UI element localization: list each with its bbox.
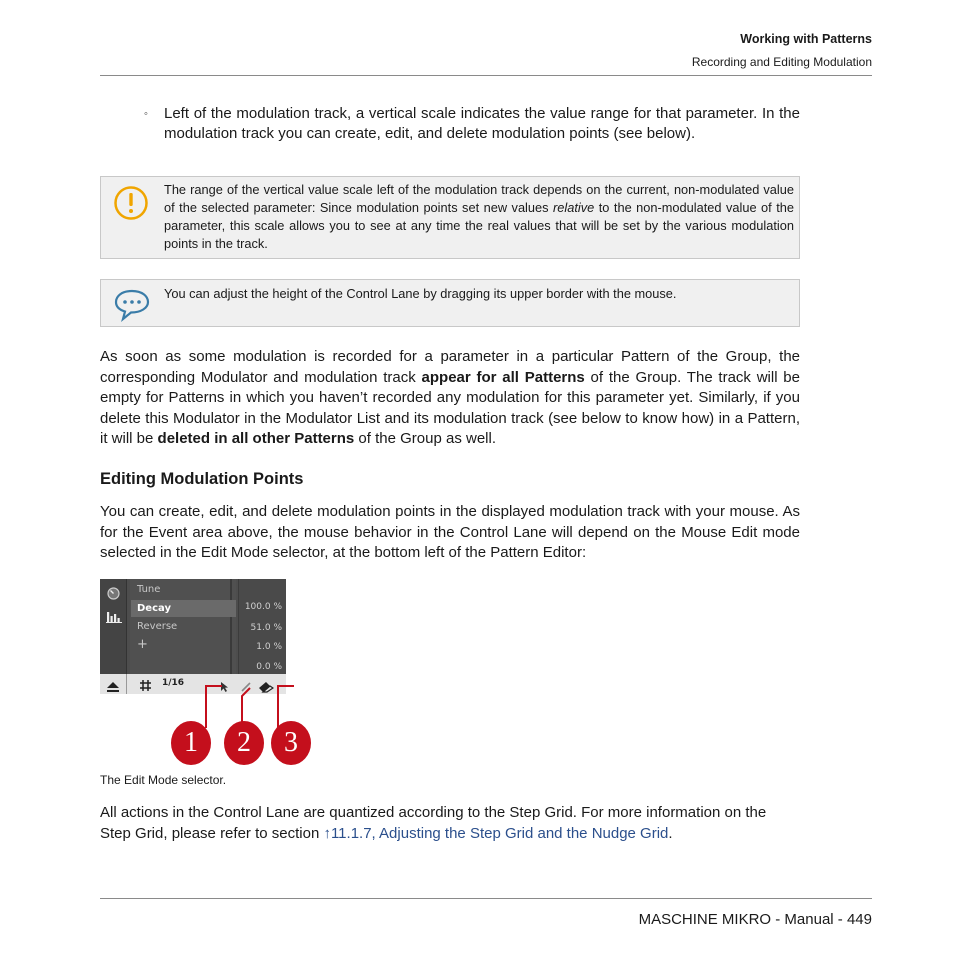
tip-note-text: You can adjust the height of the Control Lane by dragging its upper border with the mouse.	[164, 286, 677, 301]
scale-value: 0.0 %	[256, 662, 282, 672]
page-footer: MASCHINE MIKRO - Manual - 449	[638, 911, 872, 928]
bullet-text: Left of the modulation track, a vertical scale indicates the value range for that parameter. In the modulation track you can create, edit, and delete modulation points (see below).	[164, 105, 800, 142]
bullet-marker: ◦	[144, 108, 148, 120]
callout-badge-3: 3	[271, 721, 311, 765]
add-modulator-button[interactable]: +	[137, 637, 148, 652]
running-header-section: Recording and Editing Modulation	[691, 55, 872, 69]
callout-badge-1: 1	[171, 721, 211, 765]
step-grid-icon[interactable]	[139, 677, 152, 694]
footer-divider	[100, 898, 872, 899]
modulator-item-reverse[interactable]: Reverse	[137, 621, 178, 632]
modulation-bars-icon	[106, 609, 122, 628]
control-lane-knob-icon	[107, 585, 120, 604]
paragraph-editing-points: You can create, edit, and delete modulation points in the displayed modulation track with your mouse. As for the Event area above, the mouse behavior in the Control Lane will depend on the Mouse Edit mode selected in the Edit Mode selector, at the bottom left of the Pattern Editor:	[100, 503, 800, 561]
paragraph-step-grid: All actions in the Control Lane are quantized according to the Step Grid. For more information on the Step Grid, please refer to section ↑11.1.7, Adjusting the Step Grid and the Nudge Grid.	[100, 804, 767, 842]
control-lane-screenshot	[100, 579, 286, 694]
header-divider	[100, 75, 872, 76]
list-separator	[230, 579, 232, 674]
section-heading: Editing Modulation Points	[100, 470, 304, 488]
warning-note	[100, 176, 800, 259]
figure-caption: The Edit Mode selector.	[100, 773, 227, 787]
scale-value: 100.0 %	[244, 602, 282, 612]
cross-reference-link[interactable]: ↑11.1.7, Adjusting the Step Grid and the Nudge Grid	[323, 824, 669, 842]
modulator-item-tune[interactable]: Tune	[137, 584, 161, 595]
paragraph-modulation-patterns: As soon as some modulation is recorded for a parameter in a particular Pattern of the Group, the corresponding Modulator and modulation track appear for all Patterns of the Group. The track will be empty for Patterns in which you haven’t recorded any modulation for this parameter yet. Similarly, if you delete this Modulator in the Modulator List and its modulation track (see below to know how) in a Pattern, it will be deleted in all other Patterns of the Group as well.	[100, 348, 800, 447]
eject-icon[interactable]	[106, 678, 120, 694]
running-header-chapter: Working with Patterns	[740, 32, 872, 46]
step-grid-value[interactable]: 1/16	[162, 678, 185, 688]
callout-badge-2: 2	[224, 721, 264, 765]
modulator-item-decay[interactable]: Decay	[131, 600, 236, 617]
tip-note	[100, 279, 800, 327]
bullet-item	[144, 104, 800, 144]
warning-note-text: The range of the vertical value scale left of the modulation track depends on the current, non-modulated value of the selected parameter: Since modulation points set new values relative to the non-modulated value of the parameter, this scale allows you to see at any time the real values that will be set by the various modulation points in the track.	[164, 182, 794, 251]
toolbar-separator	[126, 674, 127, 694]
scale-value: 51.0 %	[250, 623, 282, 633]
scale-value: 1.0 %	[256, 642, 282, 652]
speech-bubble-icon	[113, 288, 151, 327]
exclamation-circle-icon	[113, 185, 149, 226]
